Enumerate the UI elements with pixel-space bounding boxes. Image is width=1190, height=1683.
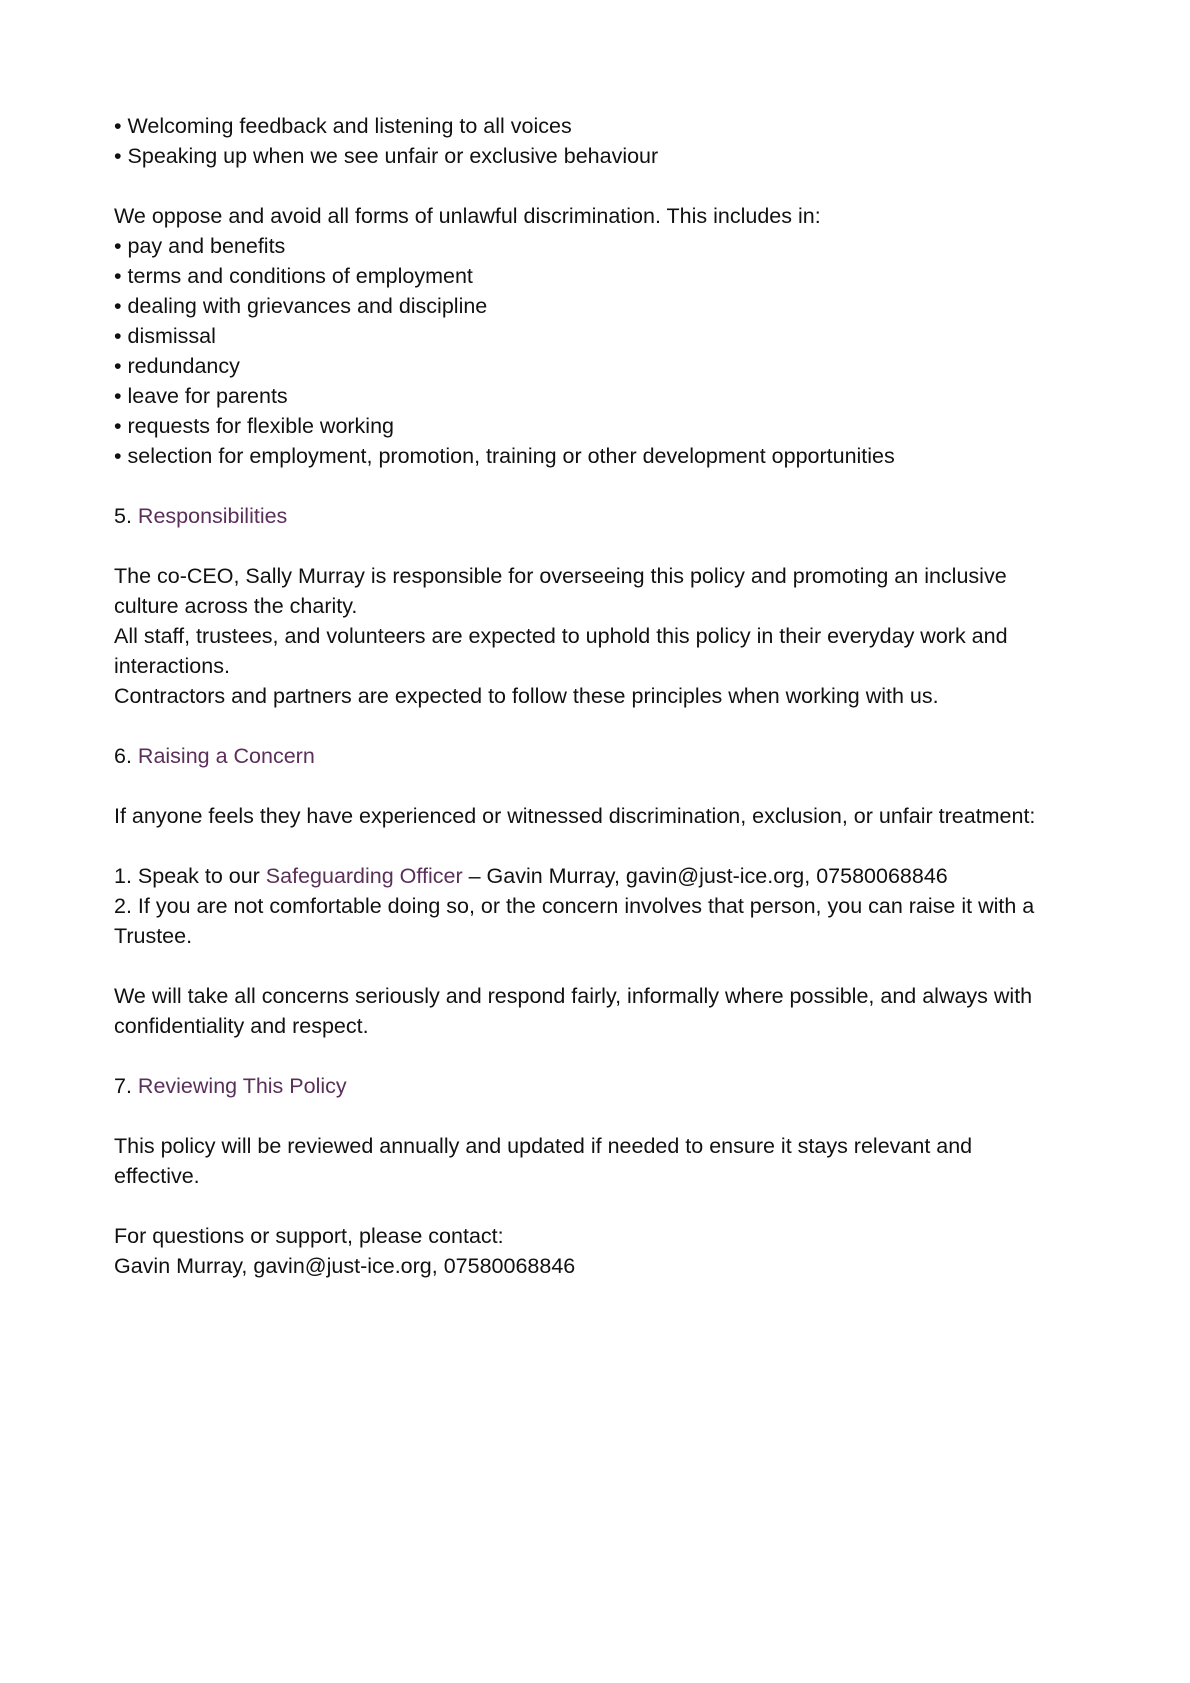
responsibilities-line: Contractors and partners are expected to follow these principles when working with us.: [114, 684, 939, 708]
discrimination-item: • selection for employment, promotion, training or other development opportunities: [114, 441, 1074, 471]
concern-step-2: 2. If you are not comfortable doing so, or the concern involves that person, you can raise it with a: [114, 894, 1035, 918]
intro-bullet: • Speaking up when we see unfair or exclusive behaviour: [114, 141, 1074, 171]
step-1-prefix: 1. Speak to our: [114, 864, 266, 888]
section-number: 7.: [114, 1074, 132, 1098]
concern-step-2-continued: Trustee.: [114, 924, 193, 948]
step-1-suffix: – Gavin Murray, gavin@just-ice.org, 07580068846: [462, 864, 948, 888]
safeguarding-officer-link[interactable]: Safeguarding Officer: [265, 864, 463, 888]
section-title: Reviewing This Policy: [137, 1074, 347, 1098]
review-text-continued: effective.: [114, 1164, 200, 1188]
discrimination-item: • dismissal: [114, 321, 1074, 351]
responsibilities-line: interactions.: [114, 654, 230, 678]
responsibilities-line: All staff, trustees, and volunteers are expected to uphold this policy in their everyday work and: [114, 624, 1008, 648]
section-heading-concern: [114, 741, 1074, 771]
discrimination-item: • terms and conditions of employment: [114, 261, 1074, 291]
discrimination-item: • pay and benefits: [114, 231, 1074, 261]
section-title: Raising a Concern: [137, 744, 315, 768]
document-page: [114, 111, 1074, 1281]
section-number: 6.: [114, 744, 132, 768]
discrimination-item: • dealing with grievances and discipline: [114, 291, 1074, 321]
contact-details: Gavin Murray, gavin@just-ice.org, 07580068846: [114, 1254, 576, 1278]
section-heading-responsibilities: [114, 501, 1074, 531]
section-heading-review: [114, 1071, 1074, 1101]
concern-closing-continued: confidentiality and respect.: [114, 1014, 369, 1038]
discrimination-item: • requests for flexible working: [114, 411, 1074, 441]
section-title: Responsibilities: [137, 504, 288, 528]
review-text: This policy will be reviewed annually and updated if needed to ensure it stays relevant and: [114, 1134, 973, 1158]
discrimination-item: • redundancy: [114, 351, 1074, 381]
concern-step-1: [114, 861, 1074, 891]
responsibilities-line: The co-CEO, Sally Murray is responsible for overseeing this policy and promoting an inclusive: [114, 564, 1007, 588]
discrimination-item: • leave for parents: [114, 381, 1074, 411]
section-number: 5.: [114, 504, 132, 528]
intro-bullet: • Welcoming feedback and listening to all voices: [114, 111, 1074, 141]
discrimination-intro: We oppose and avoid all forms of unlawful discrimination. This includes in:: [114, 204, 821, 228]
responsibilities-line: culture across the charity.: [114, 594, 358, 618]
contact-intro: For questions or support, please contact:: [114, 1224, 504, 1248]
concern-closing: We will take all concerns seriously and respond fairly, informally where possible, and always with: [114, 984, 1033, 1008]
concern-intro: If anyone feels they have experienced or witnessed discrimination, exclusion, or unfair treatment:: [114, 804, 1036, 828]
